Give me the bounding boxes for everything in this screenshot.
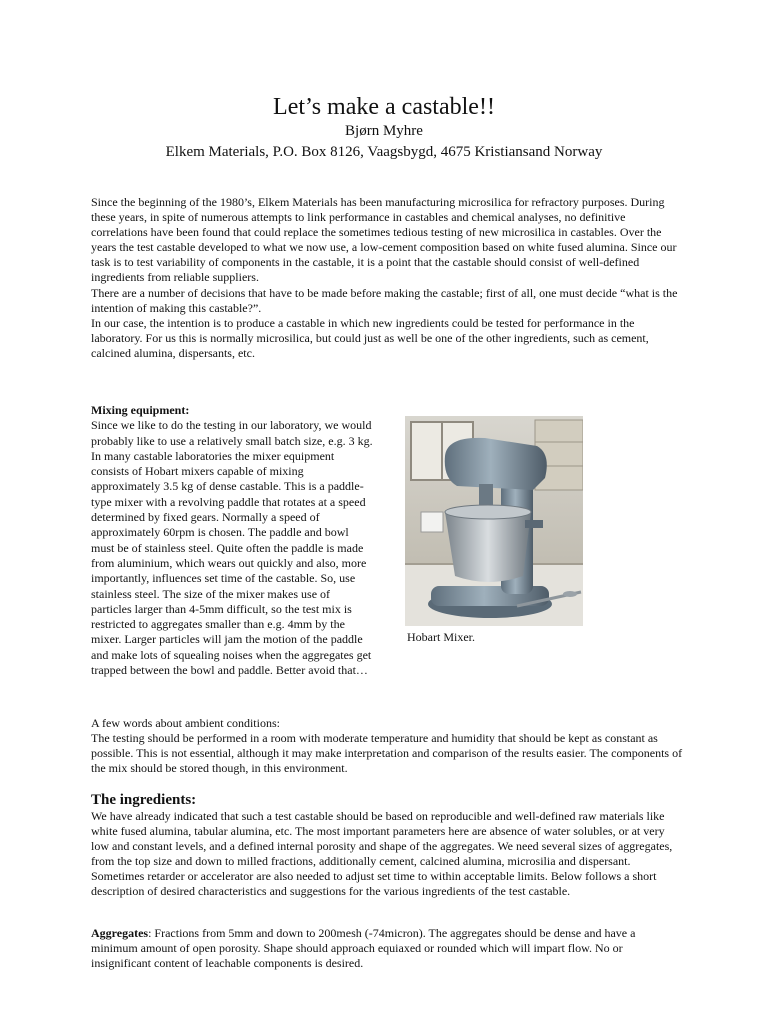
mixer-illustration xyxy=(405,416,583,626)
hobart-mixer-photo xyxy=(405,416,583,626)
aggregates-section xyxy=(91,926,683,971)
aggregates-label: Aggregates xyxy=(91,926,149,940)
mixing-body: Since we like to do the testing in our laboratory, we would probably like to use a relatively small batch size, e.g. 3 kg. In many castable laboratories the mixer equipment consists of Hobart mixers capable of mixing approximately 3.5 kg of dense castable. This is a paddle-type mixer with a revolving paddle that rotates at a speed determined by fixed gears. Normally a speed of approximately 60rpm is chosen. The paddle and bowl must be of stainless steel. Quite often the paddle is made from aluminium, which wears out quickly and also, more importantly, influences set time of the castable. So, use stainless steel. The size of the mixer makes use of particles larger than 4-5mm difficult, so the test mix is restricted to aggregates smaller than e.g. 4mm by the mixer. Larger particles will jam the motion of the paddle and make lots of squealing noises when the aggregates get trapped between the bowl and paddle. Better avoid that… xyxy=(91,418,373,678)
aggregates-body: : Fractions from 5mm and down to 200mesh (-74micron). The aggregates should be dense and have a minimum amount of open porosity. Shape should approach equiaxed or rounded which will impart flow. No or insignificant content of leachable components is desired. xyxy=(91,926,636,971)
intro-paragraph-1: Since the beginning of the 1980’s, Elkem Materials has been manufacturing microsilica for refractory purposes. During these years, in spite of numerous attempts to link performance in castables and chemical analyses, no definitive correlations have been found that could replace the sometimes tedious testing of new microsilica in castables. Over the years the test castable developed to what we now use, a low-cement composition based on white fused alumina. Since our task is to test variability of components in the castable, it is a point that the castable should consist of well-defined ingredients from reliable suppliers. xyxy=(91,195,677,285)
author: Bjørn Myhre xyxy=(345,123,423,139)
ingredients-body: We have already indicated that such a test castable should be based on reproducible and well-defined raw materials like white fused alumina, tabular alumina, etc. The most important parameters here are absence of water solubles, or at very low and constant levels, and a defined internal porosity and shape of the aggregates. We need several sizes of aggregates, from the top size and down to milled fractions, additionally cement, calcined alumina, microsilia and dispersant. Sometimes retarder or accelerator are also needed to adjust set time to within acceptable limits. Below follows a short description of desired characteristics and suggestions for the various ingredients of the test castable. xyxy=(91,809,673,899)
intro-paragraph-3: In our case, the intention is to produce a castable in which new ingredients could be tested for performance in the laboratory. For us this is normally microsilica, but could just as well be one of the other ingredients, such as cement, calcined alumina, dispersants, etc. xyxy=(91,315,649,360)
paper-title: Let’s make a castable!! xyxy=(273,94,495,120)
aggregates-paragraph xyxy=(91,926,683,971)
ingredients-section xyxy=(91,809,683,900)
mixing-heading: Mixing equipment: xyxy=(91,403,190,417)
figure-caption: Hobart Mixer. xyxy=(407,630,475,644)
affiliation: Elkem Materials, P.O. Box 8126, Vaagsbygd, 4675 Kristiansand Norway xyxy=(165,144,603,160)
ingredients-heading: The ingredients: xyxy=(91,792,197,808)
ambient-body: The testing should be performed in a room with moderate temperature and humidity that should be kept as constant as possible. This is not essential, although it may make interpretation and comparison of the results easier. The components of the mix should be stored though, in this environment. xyxy=(91,731,683,776)
ambient-section xyxy=(91,716,683,776)
intro-section xyxy=(91,195,683,361)
intro-paragraph-2: There are a number of decisions that have to be made before making the castable; first of all, one must decide “what is the intention of making this castable?”. xyxy=(91,285,678,315)
ambient-heading: A few words about ambient conditions: xyxy=(91,716,280,730)
mixing-section xyxy=(91,403,373,678)
